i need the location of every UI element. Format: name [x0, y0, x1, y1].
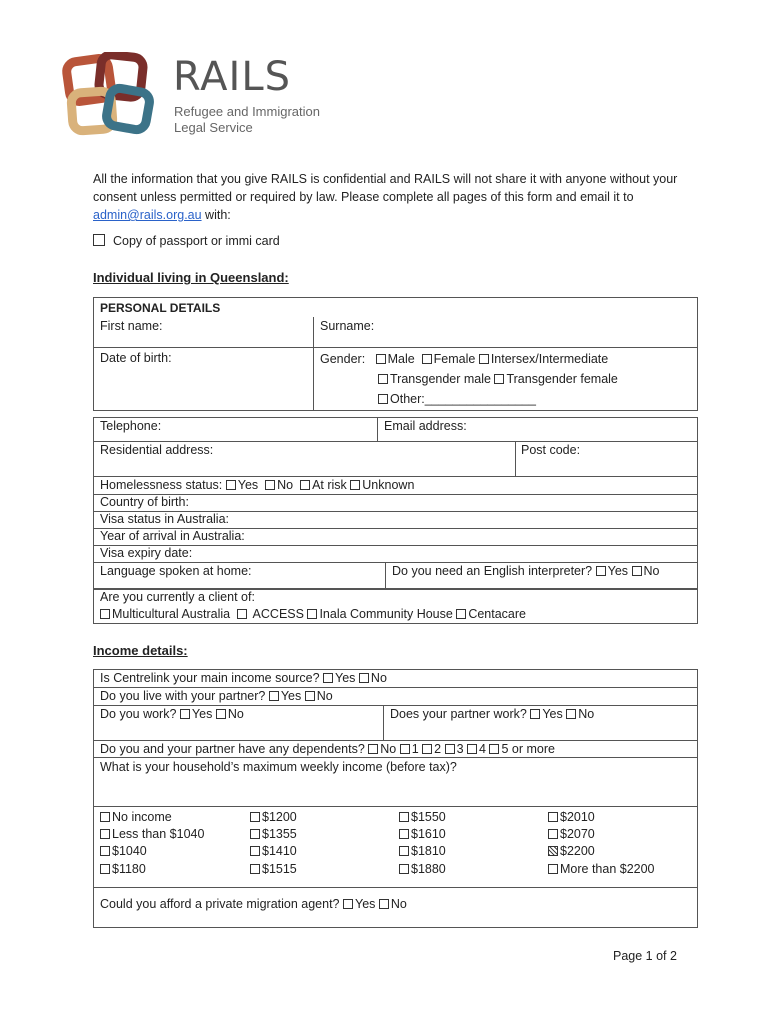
interpreter-question: Do you need an English interpreter? — [392, 564, 593, 578]
work-row — [100, 706, 244, 723]
client-of-label: Are you currently a client of: — [100, 590, 255, 604]
partner-row — [100, 688, 333, 705]
gender-label: Gender: — [320, 352, 366, 366]
income-checkbox[interactable] — [250, 812, 260, 822]
homeless-yes-checkbox[interactable] — [226, 480, 236, 490]
gender-female-checkbox[interactable] — [422, 354, 432, 364]
income-option-label: $1410 — [262, 844, 297, 858]
personal-details-header: PERSONAL DETAILS — [100, 301, 221, 315]
dependents-3-checkbox[interactable] — [445, 744, 455, 754]
income-option[interactable] — [100, 809, 172, 826]
income-option[interactable] — [399, 843, 446, 860]
attachment-checkbox-row[interactable] — [93, 234, 280, 248]
client-inala-checkbox[interactable] — [307, 609, 317, 619]
income-option-label: More than $2200 — [560, 862, 655, 876]
income-option[interactable] — [100, 826, 204, 843]
postcode-label[interactable]: Post code: — [521, 443, 581, 457]
partner-work-row — [390, 706, 594, 723]
centrelink-row — [100, 670, 387, 687]
homeless-option: Unknown — [362, 478, 415, 492]
income-option[interactable] — [399, 861, 446, 878]
work-question: Do you work? — [100, 707, 177, 721]
partner-question: Do you live with your partner? — [100, 689, 266, 703]
dependents-option: 1 — [411, 742, 419, 756]
gender-option: Male — [387, 352, 415, 366]
income-option-label: $2200 — [560, 844, 595, 858]
income-option[interactable] — [250, 809, 297, 826]
gender-row-3 — [378, 391, 536, 408]
no-label: No — [390, 897, 407, 911]
income-option-label: No income — [112, 810, 172, 824]
dependents-row — [100, 741, 555, 758]
dependents-2-checkbox[interactable] — [422, 744, 432, 754]
gender-row-1 — [320, 351, 608, 368]
no-label: No — [578, 707, 595, 721]
homeless-option: At risk — [312, 478, 347, 492]
gender-male-checkbox[interactable] — [376, 354, 386, 364]
dependents-4-checkbox[interactable] — [467, 744, 477, 754]
gender-option: Transgender female — [506, 372, 618, 386]
logo-title: RAILS — [173, 54, 292, 100]
country-birth-label[interactable]: Country of birth: — [100, 495, 189, 509]
income-option[interactable] — [100, 861, 146, 878]
income-option[interactable] — [548, 861, 655, 878]
gender-other-field[interactable]: Other:________________ — [390, 392, 536, 406]
client-option: Centacare — [468, 607, 527, 621]
agent-yes-checkbox[interactable] — [343, 899, 353, 909]
max-income-question: What is your household’s maximum weekly income (before tax)? — [100, 760, 457, 774]
yes-label: Yes — [607, 564, 629, 578]
interpreter-row — [392, 563, 660, 580]
dependents-question: Do you and your partner have any dependents? — [100, 742, 365, 756]
visa-expiry-label[interactable]: Visa expiry date: — [100, 546, 193, 560]
income-option-label: $1355 — [262, 827, 297, 841]
email-label[interactable]: Email address: — [384, 419, 467, 433]
arrival-year-label[interactable]: Year of arrival in Australia: — [100, 529, 245, 543]
rails-logo — [60, 52, 320, 142]
client-option: Inala Community House — [319, 607, 453, 621]
income-option-label: $1550 — [411, 810, 446, 824]
dob-label[interactable]: Date of birth: — [100, 351, 172, 365]
dependents-option: 4 — [479, 742, 486, 756]
income-option-label: $1810 — [411, 844, 446, 858]
homeless-no-checkbox[interactable] — [265, 480, 275, 490]
rails-logo-mark-icon — [60, 52, 170, 142]
interpreter-yes-checkbox[interactable] — [596, 566, 606, 576]
income-option-label: $1200 — [262, 810, 297, 824]
income-option[interactable] — [399, 809, 446, 826]
income-option[interactable] — [548, 809, 595, 826]
no-label: No — [316, 689, 333, 703]
income-option[interactable] — [548, 826, 595, 843]
individual-heading: Individual living in Queensland: — [93, 270, 289, 285]
logo-subtitle — [174, 104, 320, 136]
telephone-label[interactable]: Telephone: — [100, 419, 162, 433]
centrelink-yes-checkbox[interactable] — [323, 673, 333, 683]
work-yes-checkbox[interactable] — [180, 709, 190, 719]
income-option-label: $1040 — [112, 844, 147, 858]
income-checkbox[interactable] — [250, 829, 260, 839]
partner-yes-checkbox[interactable] — [269, 691, 279, 701]
income-checkbox[interactable] — [399, 812, 409, 822]
income-checkbox[interactable] — [399, 864, 409, 874]
gender-row-2 — [378, 371, 618, 388]
homeless-unknown-checkbox[interactable] — [350, 480, 360, 490]
attachment-label: Copy of passport or immi card — [113, 234, 280, 248]
dependents-1-checkbox[interactable] — [400, 744, 410, 754]
centrelink-question: Is Centrelink your main income source? — [100, 671, 320, 685]
income-checkbox[interactable] — [250, 864, 260, 874]
agent-no-checkbox[interactable] — [379, 899, 389, 909]
gender-option: Female — [433, 352, 476, 366]
centrelink-no-checkbox[interactable] — [359, 673, 369, 683]
gender-other-checkbox[interactable] — [378, 394, 388, 404]
agent-row — [100, 896, 407, 913]
income-option[interactable] — [100, 843, 147, 860]
no-label: No — [370, 671, 387, 685]
income-option[interactable] — [250, 861, 297, 878]
first-name-label[interactable]: First name: — [100, 319, 163, 333]
gender-trans-male-checkbox[interactable] — [378, 374, 388, 384]
logo-subtitle-line2: Legal Service — [174, 120, 253, 135]
income-checkbox[interactable] — [548, 864, 558, 874]
surname-label[interactable]: Surname: — [320, 319, 375, 333]
gender-option: Transgender male — [390, 372, 491, 386]
agent-question: Could you afford a private migration agent? — [100, 897, 340, 911]
yes-label: Yes — [280, 689, 302, 703]
dependents-5-checkbox[interactable] — [489, 744, 499, 754]
gender-option: Intersex/Intermediate — [490, 352, 609, 366]
dependents-no-checkbox[interactable] — [368, 744, 378, 754]
income-option-label: $1880 — [411, 862, 446, 876]
homeless-option: No — [277, 478, 294, 492]
visa-status-label[interactable]: Visa status in Australia: — [100, 512, 230, 526]
income-option[interactable] — [250, 826, 297, 843]
yes-label: Yes — [542, 707, 563, 721]
client-option: Multicultural Australia — [112, 607, 231, 621]
income-option-label: $1180 — [112, 862, 146, 876]
logo-subtitle-line1: Refugee and Immigration — [174, 104, 320, 119]
income-checkbox[interactable] — [100, 812, 110, 822]
income-heading: Income details: — [93, 643, 188, 658]
income-checkbox[interactable] — [548, 846, 558, 856]
attachment-checkbox[interactable] — [93, 234, 105, 246]
income-checkbox[interactable] — [100, 846, 110, 856]
dependents-option: 3 — [456, 742, 464, 756]
partner-work-yes-checkbox[interactable] — [530, 709, 540, 719]
income-option-label: Less than $1040 — [112, 827, 205, 841]
income-option[interactable] — [399, 826, 446, 843]
language-label[interactable]: Language spoken at home: — [100, 564, 252, 578]
income-option-label: $2070 — [560, 827, 595, 841]
dependents-option: 2 — [434, 742, 442, 756]
address-label[interactable]: Residential address: — [100, 443, 214, 457]
email-link[interactable]: admin@rails.org.au — [93, 208, 202, 222]
income-option-label: $2010 — [560, 810, 595, 824]
gender-trans-female-checkbox[interactable] — [494, 374, 504, 384]
income-option[interactable] — [250, 843, 297, 860]
yes-label: Yes — [355, 897, 376, 911]
client-option: ACCESS — [252, 607, 304, 621]
page-number: Page 1 of 2 — [613, 949, 677, 963]
homelessness-row — [100, 477, 414, 494]
income-option-label: $1515 — [262, 862, 297, 876]
income-checkbox[interactable] — [548, 829, 558, 839]
client-access-checkbox[interactable] — [237, 609, 247, 619]
intro-paragraph — [93, 170, 693, 224]
income-checkbox[interactable] — [100, 864, 110, 874]
yes-label: Yes — [191, 707, 213, 721]
partner-work-question: Does your partner work? — [390, 707, 527, 721]
income-option[interactable] — [548, 843, 595, 860]
dependents-option: 5 or more — [501, 742, 555, 756]
client-of-options — [100, 606, 526, 623]
partner-work-no-checkbox[interactable] — [566, 709, 576, 719]
interpreter-no-checkbox[interactable] — [632, 566, 642, 576]
partner-no-checkbox[interactable] — [305, 691, 315, 701]
homelessness-label: Homelessness status: — [100, 478, 223, 492]
intro-text: All the information that you give RAILS is confidential and RAILS will not share it with anyone without your consent unless permitted or required by law. Please complete all pages of this form and email it to — [93, 172, 678, 204]
client-multicultural-checkbox[interactable] — [100, 609, 110, 619]
homeless-atrisk-checkbox[interactable] — [300, 480, 310, 490]
yes-label: Yes — [335, 671, 356, 685]
income-checkbox[interactable] — [548, 812, 558, 822]
income-checkbox[interactable] — [100, 829, 110, 839]
homeless-option: Yes — [237, 478, 259, 492]
no-label: No — [643, 564, 660, 578]
no-label: No — [227, 707, 244, 721]
work-no-checkbox[interactable] — [216, 709, 226, 719]
gender-intersex-checkbox[interactable] — [479, 354, 489, 364]
income-checkbox[interactable] — [399, 846, 409, 856]
dependents-option: No — [380, 742, 397, 756]
income-checkbox[interactable] — [399, 829, 409, 839]
intro-text-end: with: — [201, 208, 231, 222]
client-centacare-checkbox[interactable] — [456, 609, 466, 619]
income-checkbox[interactable] — [250, 846, 260, 856]
income-option-label: $1610 — [411, 827, 446, 841]
